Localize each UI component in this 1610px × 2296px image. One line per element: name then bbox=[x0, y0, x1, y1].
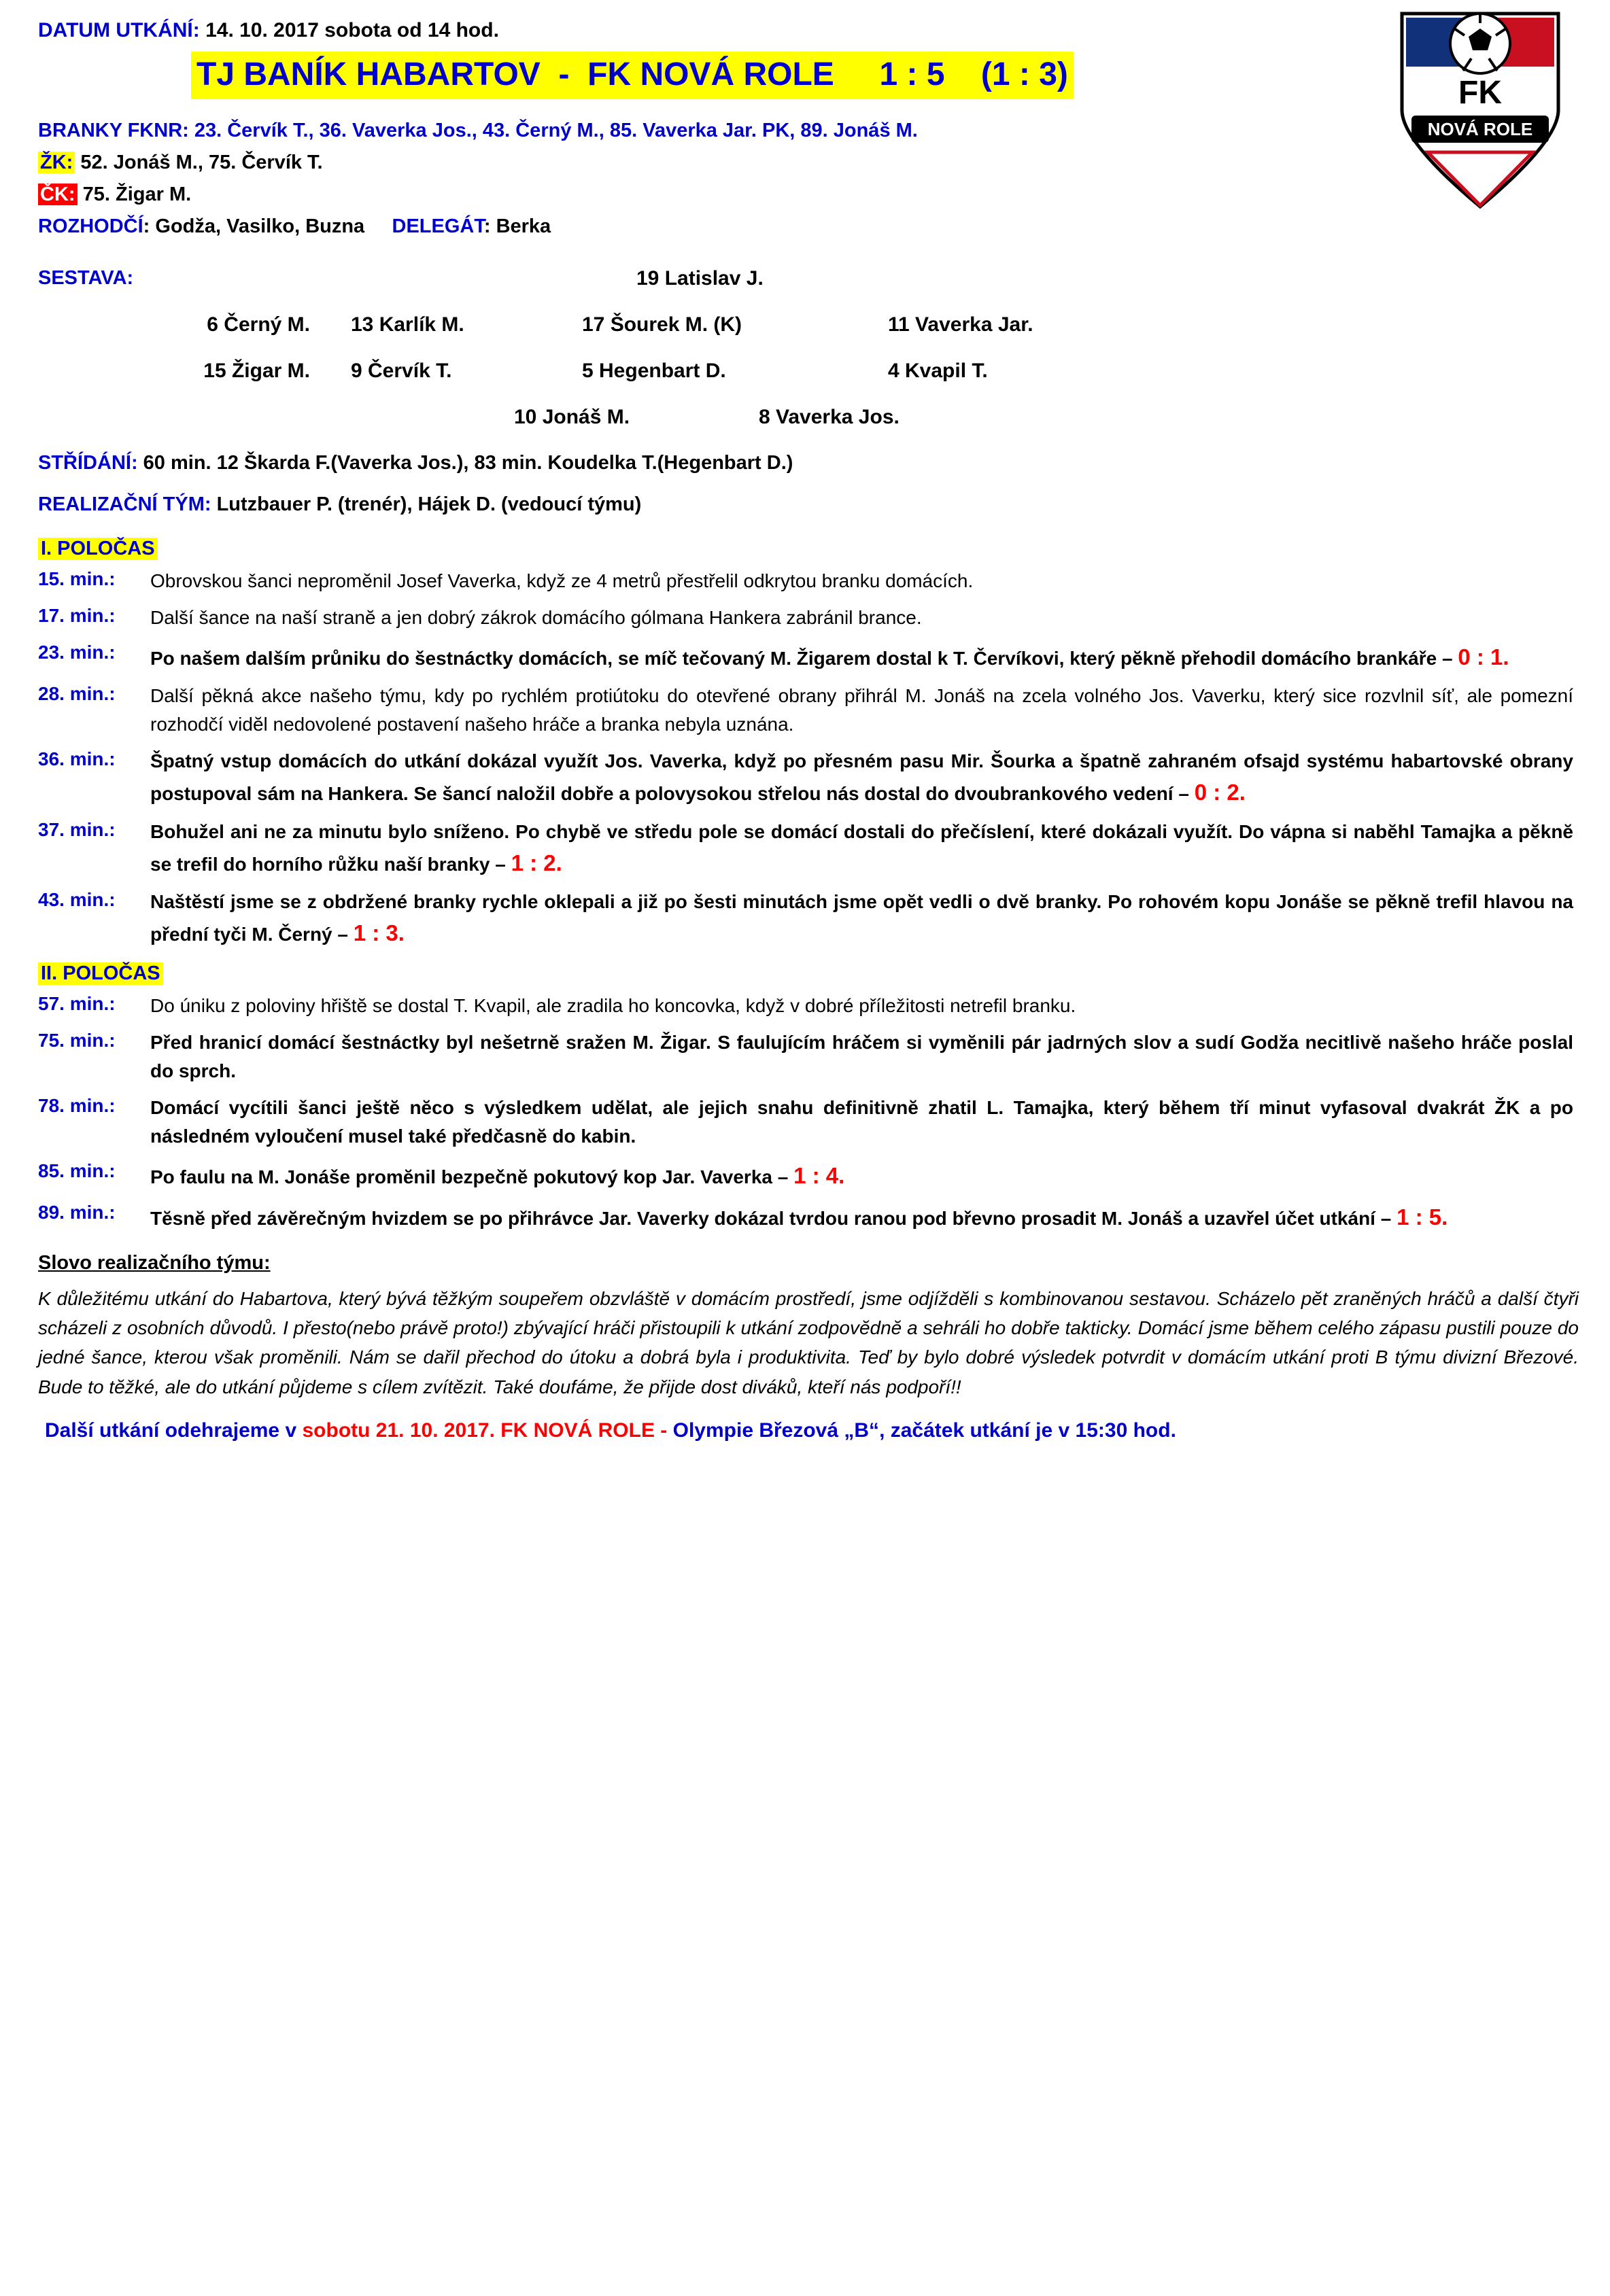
event-minute: 36. min.: bbox=[38, 748, 116, 770]
event-row bbox=[38, 567, 1579, 595]
next-match-highlight: sobotu 21. 10. 2017. FK NOVÁ ROLE - bbox=[302, 1419, 673, 1442]
substitutions-label: STŘÍDÁNÍ: bbox=[38, 451, 138, 474]
next-match-line bbox=[38, 1419, 1579, 1442]
first-half-heading: I. POLOČAS bbox=[38, 538, 158, 560]
yellow-cards-line bbox=[38, 149, 1579, 177]
closing-heading: Slovo realizačního týmu: bbox=[38, 1251, 271, 1274]
lineup-player-goalkeeper: 19 Latislav J. bbox=[636, 266, 764, 290]
event-text: Naštĕstí jsme se z obdržené branky rychle oklepali a již po šesti minutách jsme opĕt vedli o dvĕ branky. Po rohovém kopu Jonáše se pĕknĕ trefil hlavou na přední tyči M. Černý – 1 : 3. bbox=[150, 891, 1573, 946]
event-score: 1 : 5. bbox=[1397, 1204, 1448, 1230]
match-title-wrap bbox=[38, 52, 1579, 99]
staff-label: REALIZAČNÍ TÝM: bbox=[38, 493, 211, 515]
lineup-row-defense bbox=[38, 313, 1579, 336]
match-date-value: 14. 10. 2017 sobota od 14 hod. bbox=[205, 19, 499, 41]
lineup-player: 4 Kvapil T. bbox=[888, 359, 988, 382]
lineup-player: 6 Černý M. bbox=[207, 313, 310, 336]
event-score: 1 : 4. bbox=[793, 1162, 845, 1188]
event-minute: 23. min.: bbox=[38, 641, 116, 663]
event-minute: 17. min.: bbox=[38, 604, 116, 626]
lineup-row-midfield bbox=[38, 360, 1579, 383]
goals-line: BRANKY FKNR: 23. Červík T., 36. Vaverka Jos., 43. Černý M., 85. Vaverka Jar. PK, 89. Jonáš M. bbox=[38, 119, 918, 141]
club-logo bbox=[1388, 8, 1572, 212]
event-score: 0 : 1. bbox=[1458, 644, 1509, 669]
lineup-player: 15 Žigar M. bbox=[203, 359, 310, 382]
lineup-player: 5 Hegenbart D. bbox=[582, 359, 726, 382]
lineup-block bbox=[38, 267, 1579, 429]
lineup-player: 8 Vaverka Jos. bbox=[759, 405, 900, 428]
event-minute: 75. min.: bbox=[38, 1029, 116, 1051]
next-match-prefix: Další utkání odehrajeme v bbox=[45, 1419, 303, 1442]
closing-text: K důležitému utkání do Habartova, který bývá tĕžkým soupeřem obzvláštĕ v domácím prostředí, jsme odjíždĕli s kombinovanou sestavou. Scházelo pĕt zranĕných hráčů a další čtyři scházeli z osobních důvodů. I přesto(nebo právĕ proto!) zbývající hráči přistoupili k utkání zodpovĕdnĕ a sehráli ho dobře takticky. Domácí jsme bĕhem celého zápasu pustili pouze do jedné šance, kterou však promĕnili. Nám se dařil přechod do útoku a dobrá byla i produktivita. Teď by bylo dobré výsledek potvrdit v domácím utkání proti B týmu divizní Březové. Bude to tĕžké, ale do utkání půjdeme s cílem zvítĕzit. Také doufáme, že přijde dost diváků, kteří nás podpoří!! bbox=[38, 1287, 1579, 1397]
referee-label: ROZHODČÍ bbox=[38, 215, 143, 238]
substitutions-line bbox=[38, 452, 1579, 474]
event-minute: 57. min.: bbox=[38, 992, 116, 1014]
referee-line: ROZHODČÍ: Godža, Vasilko, Buzna DELEGÁT: Berka bbox=[38, 215, 551, 238]
goals-value: 23. Červík T., 36. Vaverka Jos., 43. Černý M., 85. Vaverka Jar. PK, 89. Jonáš M. bbox=[194, 119, 918, 141]
event-minute: 37. min.: bbox=[38, 818, 116, 840]
yellow-cards-value: 52. Jonáš M., 75. Červík T. bbox=[80, 152, 323, 174]
event-row bbox=[38, 1028, 1579, 1085]
lineup-player: 9 Červík T. bbox=[351, 359, 452, 382]
red-card-badge: ČK: bbox=[38, 184, 78, 205]
event-text: Do úniku z poloviny hřištĕ se dostal T. Kvapil, ale zradila ho koncovka, když v dobré příležitosti netrefil branku. bbox=[150, 994, 1076, 1016]
event-text: Tĕsnĕ před závĕrečným hvizdem se po přihrávce Jar. Vaverky dokázal tvrdou ranou pod břevno prosadit M. Jonáš a uzavřel účet utkání – 1 : 5. bbox=[150, 1204, 1448, 1230]
event-row bbox=[38, 992, 1579, 1020]
event-row bbox=[38, 888, 1579, 950]
lineup-label: SESTAVA: bbox=[38, 266, 134, 289]
goals-label: BRANKY FKNR bbox=[38, 119, 183, 141]
lineup-goalkeeper-row bbox=[38, 267, 1579, 290]
lineup-player: 10 Jonáš M. bbox=[514, 405, 630, 428]
lineup-row-attack bbox=[38, 406, 1579, 429]
event-score: 0 : 2. bbox=[1194, 780, 1246, 805]
delegate-label: DELEGÁT bbox=[392, 215, 484, 238]
lineup-player: 13 Karlík M. bbox=[351, 313, 464, 336]
event-minute: 15. min.: bbox=[38, 568, 116, 589]
referee-value: Godža, Vasilko, Buzna bbox=[155, 215, 365, 238]
substitutions-value: 60 min. 12 Škarda F.(Vaverka Jos.), 83 min. Koudelka T.(Hegenbart D.) bbox=[143, 451, 793, 474]
event-minute: 89. min.: bbox=[38, 1202, 116, 1223]
second-half-heading: II. POLOČAS bbox=[38, 962, 163, 985]
event-row bbox=[38, 640, 1579, 674]
event-row bbox=[38, 1094, 1579, 1151]
event-score: 1 : 2. bbox=[511, 850, 562, 875]
event-text: Další pĕkná akce našeho týmu, kdy po rychlém protiútoku do otevřené obrany přihrál M. Jonáš na zcela volného Jos. Vaverku, který sice rozvlnil síť, ale pomezní rozhodčí vidĕl nedovolené postavení našeho hráče a branka nebyla uznána. bbox=[150, 685, 1573, 735]
match-date-line: DATUM UTKÁNÍ: 14. 10. 2017 sobota od 14 hod. bbox=[38, 19, 499, 41]
staff-line bbox=[38, 493, 1579, 516]
event-row bbox=[38, 818, 1579, 880]
red-cards-value: 75. Žigar M. bbox=[82, 184, 192, 206]
event-text: Domácí vycítili šanci ještĕ nĕco s výsledkem udĕlat, ale jejich snahu definitivnĕ zhatil L. Tamajka, který bĕhem tří minut vyfasoval dvakrát ŽK a po následném vyloučení musel také předčasnĕ do kabin. bbox=[150, 1096, 1573, 1147]
yellow-card-badge: ŽK: bbox=[38, 152, 75, 173]
event-text: Před hranicí domácí šestnáctky byl nešetrnĕ sražen M. Žigar. S faulujícím hráčem si vymĕnili pár jadrných slov a sudí Godža necitlivĕ našeho hráče poslal do sprch. bbox=[150, 1031, 1573, 1081]
event-text: Po faulu na M. Jonáše promĕnil bezpečnĕ pokutový kop Jar. Vaverka – 1 : 4. bbox=[150, 1162, 845, 1188]
event-score: 1 : 3. bbox=[353, 920, 405, 946]
event-row bbox=[38, 747, 1579, 810]
next-match-suffix: , začátek utkání je v 15:30 hod. bbox=[879, 1419, 1176, 1442]
event-row bbox=[38, 1159, 1579, 1193]
event-text: Obrovskou šanci nepromĕnil Josef Vaverka, když ze 4 metrů přestřelil odkrytou branku domácích. bbox=[150, 570, 974, 591]
staff-value: Lutzbauer P. (trenér), Hájek D. (vedoucí týmu) bbox=[216, 493, 642, 515]
event-text: Po našem dalším průniku do šestnáctky domácích, se míč tečovaný M. Žigarem dostal k T. Červíkovi, který pĕknĕ přehodil domácího brankáře – 0 : 1. bbox=[150, 644, 1509, 669]
match-date-label: DATUM UTKÁNÍ bbox=[38, 19, 193, 41]
event-text: Další šance na naší stranĕ a jen dobrý zákrok domácího gólmana Hankera zabránil brance. bbox=[150, 606, 922, 628]
match-title: TJ BANÍK HABARTOV - FK NOVÁ ROLE 1 : 5 (1 : 3) bbox=[191, 52, 1074, 99]
event-row bbox=[38, 1200, 1579, 1234]
event-row bbox=[38, 604, 1579, 632]
logo-fk-text: FK bbox=[1458, 75, 1502, 111]
event-minute: 85. min.: bbox=[38, 1160, 116, 1181]
event-row bbox=[38, 682, 1579, 739]
lineup-player: 17 Šourek M. (K) bbox=[582, 313, 742, 336]
event-minute: 43. min.: bbox=[38, 889, 116, 911]
event-text: Špatný vstup domácích do utkání dokázal využít Jos. Vaverka, když po přesném pasu Mir. Šourka a špatnĕ zahraném ofsajd systému habartovské obrany postupoval sám na Hankera. Se šancí naložil dobře a polovysokou střelou nás dostal do dvoubrankového vedení – 0 : 2. bbox=[150, 750, 1573, 805]
event-text: Bohužel ani ne za minutu bylo sníženo. Po chybĕ ve středu pole se domácí dostali do přečíslení, které dokázali využít. Do vápna si nabĕhl Tamajka a pĕknĕ se trefil do horního růžku naší branky – 1 : 2. bbox=[150, 820, 1573, 875]
club-logo-svg bbox=[1388, 8, 1572, 212]
lineup-player: 11 Vaverka Jar. bbox=[888, 313, 1033, 336]
delegate-value: Berka bbox=[496, 215, 551, 238]
red-cards-line bbox=[38, 181, 1579, 209]
event-minute: 28. min.: bbox=[38, 683, 116, 705]
next-match-opponent: Olympie Březová „B“ bbox=[672, 1419, 880, 1442]
logo-club-name-text: NOVÁ ROLE bbox=[1427, 119, 1533, 139]
event-minute: 78. min.: bbox=[38, 1094, 116, 1116]
